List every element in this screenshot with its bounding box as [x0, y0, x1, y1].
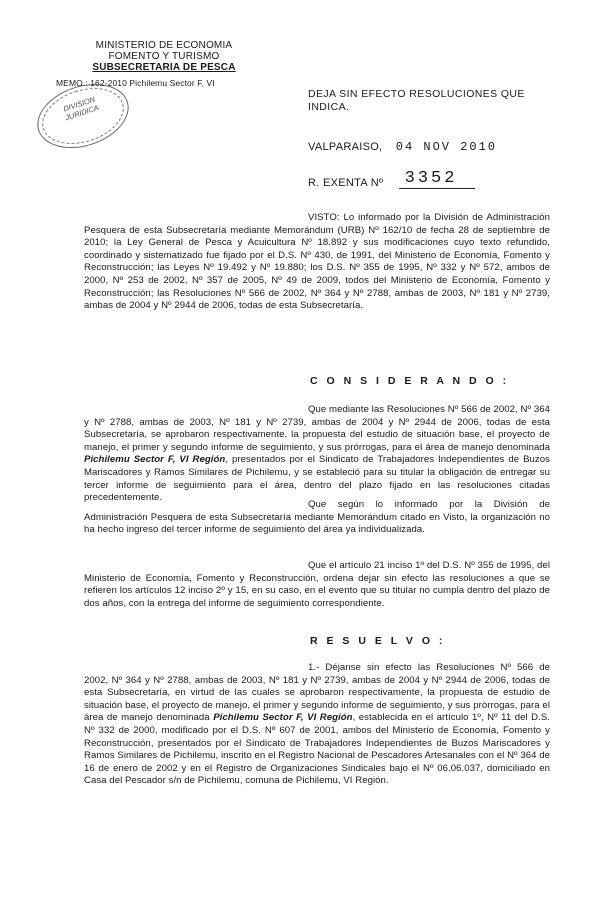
considerando-paragraph-2	[84, 499, 550, 537]
letterhead	[54, 40, 274, 73]
resuelvo-p1-a: 2002, Nº 364 y Nº 2788, ambas de 2003, Nº 181 y Nº 2739, ambas de 2004 y Nº 2944 de 2006, todas de esta Subsecretaría, en virtud de las cuales se aprobaron respectivamente, la propuesta de estudio de situación base, el proyecto de manejo, el primer y segundo informe de seguimiento, y sus prórrogas, para el área de manejo denominada	[84, 674, 550, 724]
resuelvo-paragraph-1	[84, 662, 550, 788]
considerando-heading: C O N S I D E R A N D O :	[310, 375, 510, 387]
resuelvo-p1-b: , establecida en el artículo 1º, Nº 11 del D.S. Nº 332 de 2000, modificado por el D.S. Nº 607 de 2001, ambos del Ministerio de Economía, Fomento y Reconstrucción, presentados por el Sindicato de Trabajadores Independientes de Buzos Mariscadores y Ramos Similares de Pichilemu, inscrito en el Registro Nacional de Pescadores Artesanales con el Nº 364 de 16 de enero de 2002 y en el Registro de Organizaciones Sindicales bajo el Nº 06.06.037, domiciliado en Casa del Pescador s/n de Pichilemu, comuna de Pichilemu, VI Región.	[84, 712, 550, 787]
place-date	[308, 140, 497, 154]
exenta-label: R. EXENTA Nº	[308, 177, 384, 189]
area-name: Pichilemu Sector F, VI Región	[84, 454, 226, 466]
considerando-p1-lead: Que mediante las Resoluciones Nº 566 de 2002,	[308, 404, 518, 415]
visto-text: Lo informado por la División de Administración Pesquera de esta Subsecretaría mediante Memorándum (URB) Nº 162/10 de fecha 28 de septiembre de 2010; la Ley General de Pesca y Acuicultura Nº 18.892 y sus modificaciones cuyo texto refundido, coordinado y sistematizado fue fijado por el D.S. Nº 430, de 1991, del Ministerio de Economía, Fomento y Reconstrucción; las Leyes Nº 19.492 y Nº 19.880; los D.S. Nº 355 de 1995, Nº 332 y Nº 572, ambos de 2000, Nº 253 de 2002, Nº 357 de 2005, Nº 49 de 2009, todos del Ministerio de Economía, Fomento y Reconstrucción; las Resoluciones Nº 566 de 2002, Nº 364 y Nº 2788, ambas de 2003, Nº 181 y Nº 2739, ambas de 2004 y Nº 2944 de 2006, todas de esta Subsecretaría.	[84, 212, 550, 312]
resuelvo-heading: R E S U E L V O :	[310, 635, 446, 647]
stamp-text: DIVISION JURIDICA	[62, 94, 100, 123]
memo-reference: MEMO.: 162-2010 Pichilemu Sector F, VI	[56, 78, 215, 88]
considerando-p2-lead: Que según lo informado por la División de	[308, 499, 550, 510]
ministry-name: MINISTERIO DE ECONOMIA	[95, 40, 233, 51]
considerando-p3-lead: Que el artículo 21 inciso 1º del D.S. Nº 355 de	[308, 560, 508, 571]
ministry-name-2: FOMENTO Y TURISMO	[108, 51, 220, 62]
considerando-p3: 1995, del Ministerio de Economía, Fomento y Reconstrucción, ordena dejar sin efecto las resoluciones a que se refieren los artículos 12 inciso 2º y 15, en su caso, en el evento que su titular no cumpla dentro del plazo de dos años, con la entrega del informe de seguimiento correspondiente.	[84, 560, 550, 609]
city: VALPARAISO,	[308, 141, 383, 153]
considerando-p1-a: Nº 364 y Nº 2788, ambas de 2003, Nº 181 y Nº 2739, ambas de 2004 y Nº 2944 de 2006, todas de esta Subsecretaría, se aprobaron respectivamente, la propuesta del estudio de situación base, el proyecto de manejo, el primer y segundo informe de seguimiento, y sus prórrogas, para el área de manejo denominada	[84, 404, 550, 453]
resuelvo-area-name: Pichilemu Sector F, VI Región	[213, 712, 353, 724]
exenta-number: 3352	[399, 169, 476, 189]
document-subject: DEJA SIN EFECTO RESOLUCIONES QUE INDICA.	[308, 88, 525, 113]
visto-lead: VISTO:	[308, 212, 340, 223]
considerando-paragraph-1	[84, 404, 550, 505]
considerando-p2: Administración Pesquera de esta Subsecretaría mediante Memorándum citado en Visto, la organización no ha hecho ingreso del tercer informe de seguimiento del área ya individualizada.	[84, 511, 550, 536]
resolution-number	[308, 169, 475, 193]
subsecretaria-name: SUBSECRETARIA DE PESCA	[92, 62, 236, 73]
resuelvo-p1-lead: 1.- Déjanse sin efecto las Resoluciones Nº 566 de	[308, 662, 550, 673]
considerando-paragraph-3	[84, 560, 550, 610]
considerando-p1-b: , presentados por el Sindicato de Trabajadores Independientes de Buzos Mariscadores y Ramos Similares de Pichilemu, y se estableció para su titular la obligación de entregar su tercer informe de seguimiento para el área, dentro del plazo fijado en las resoluciones citadas precedentemente.	[84, 454, 550, 504]
date-stamp: 04 NOV 2010	[395, 140, 497, 154]
visto-paragraph	[84, 212, 550, 313]
